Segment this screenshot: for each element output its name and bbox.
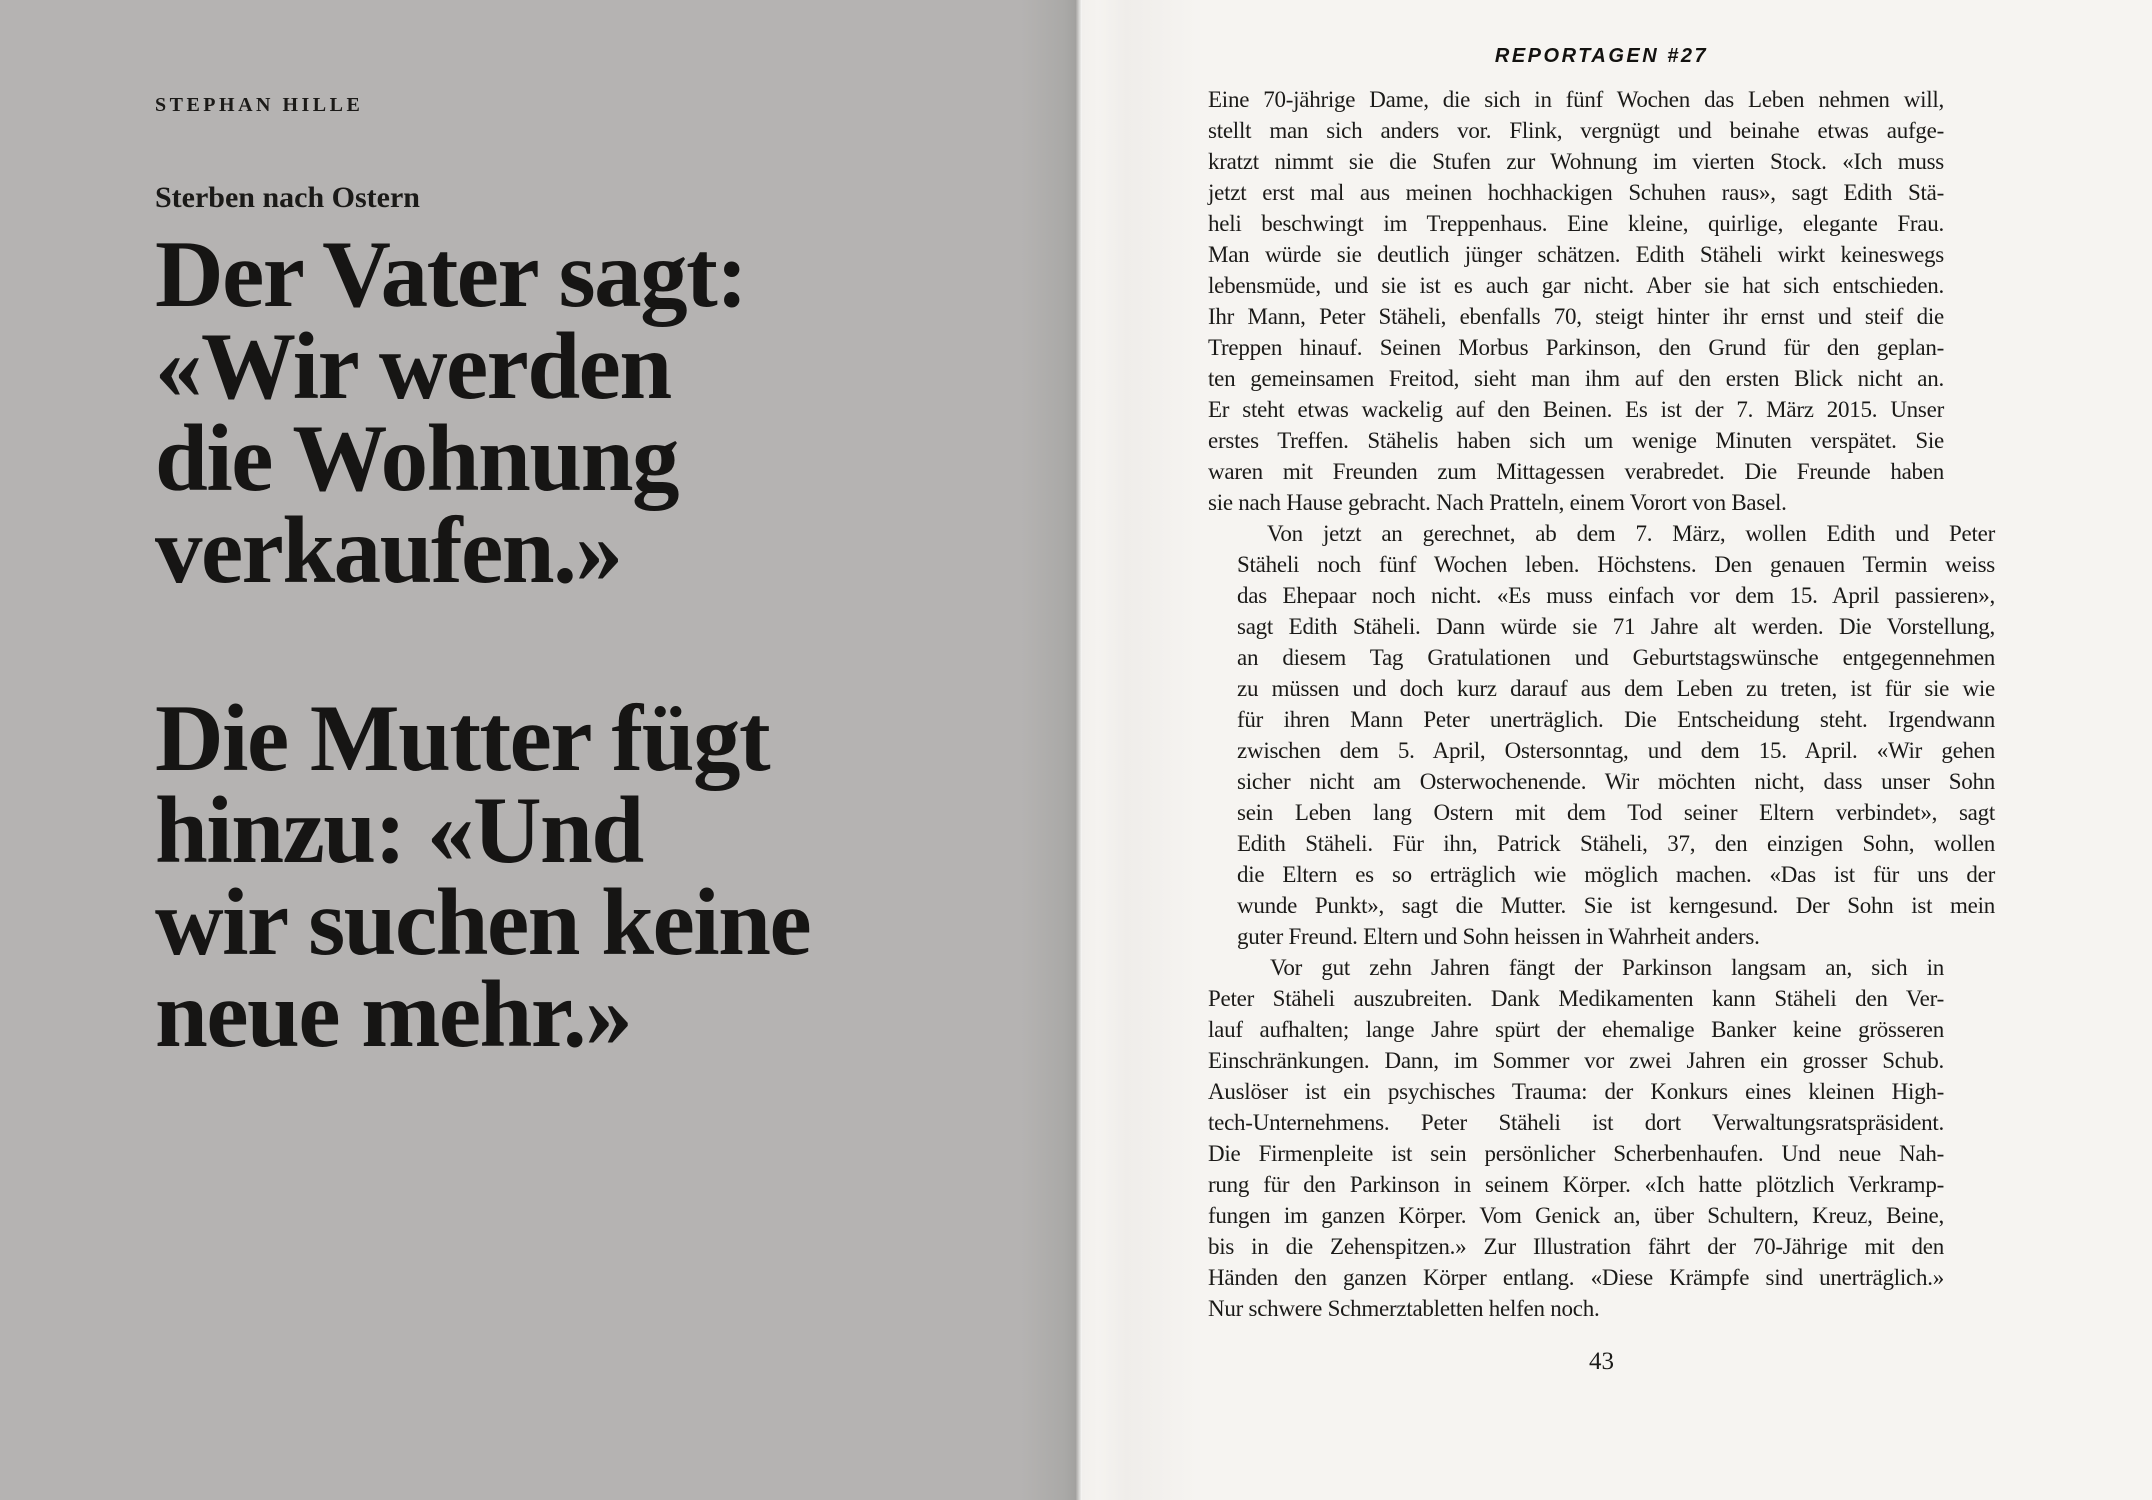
body-line: Händen den ganzen Körper entlang. «Diese Krämpfe sind unerträglich.» (1208, 1265, 1944, 1290)
body-line: sicher nicht am Osterwochenende. Wir möchten nicht, dass unser Sohn (1237, 769, 1995, 794)
body-line: Man würde sie deutlich jünger schätzen. Edith Stäheli wirkt keineswegs (1208, 242, 1944, 267)
body-line: zu müssen und doch kurz darauf aus dem Leben zu treten, ist für sie wie (1237, 676, 1995, 701)
body-line: Auslöser ist ein psychisches Trauma: der Konkurs eines kleinen High- (1208, 1079, 1944, 1104)
body-line: Ihr Mann, Peter Stäheli, ebenfalls 70, steigt hinter ihr ernst und steif die (1208, 304, 1944, 329)
body-line: jetzt erst mal aus meinen hochhackigen Schuhen raus», sagt Edith Stä- (1208, 180, 1944, 205)
body-line: für ihren Mann Peter unerträglich. Die Entscheidung steht. Irgendwann (1237, 707, 1995, 732)
body-line: ten gemeinsamen Freitod, sieht man ihm auf den ersten Blick nicht an. (1208, 366, 1944, 391)
headline-line: verkaufen.» (155, 497, 622, 603)
body-line: Edith Stäheli. Für ihn, Patrick Stäheli, 37, den einzigen Sohn, wollen (1237, 831, 1995, 856)
page-spine-divider (1075, 0, 1082, 1500)
body-line: erstes Treffen. Stähelis haben sich um wenige Minuten verspätet. Sie (1208, 428, 1944, 453)
right-page (1082, 0, 2152, 1500)
body-line: wunde Punkt», sagt die Mutter. Sie ist kerngesund. Der Sohn ist mein (1237, 893, 1995, 918)
headline-line: wir suchen keine (155, 869, 811, 975)
body-line: lauf aufhalten; lange Jahre spürt der ehemalige Banker keine grösseren (1208, 1017, 1944, 1042)
headline-line: «Wir werden (155, 313, 671, 419)
body-line: tech-Unternehmens. Peter Stäheli ist dort Verwaltungsratspräsident. (1208, 1110, 1944, 1135)
body-line: sie nach Hause gebracht. Nach Pratteln, einem Vorort von Basel. (1208, 490, 1787, 515)
body-line: Eine 70-jährige Dame, die sich in fünf Wochen das Leben nehmen will, (1208, 87, 1944, 112)
body-line: Nur schwere Schmerztabletten helfen noch. (1208, 1296, 1600, 1321)
body-line: rung für den Parkinson in seinem Körper. «Ich hatte plötzlich Verkramp- (1208, 1172, 1944, 1197)
body-line: Stäheli noch fünf Wochen leben. Höchstens. Den genauen Termin weiss (1237, 552, 1995, 577)
right-page-content (1082, 0, 2152, 1376)
article-body (1208, 84, 1995, 1324)
page-number: 43 (1589, 1348, 1614, 1375)
body-line: Er steht etwas wackelig auf den Beinen. Es ist der 7. März 2015. Unser (1208, 397, 1944, 422)
running-header: REPORTAGEN #27 (1494, 45, 1709, 67)
paragraph (1208, 84, 1944, 518)
body-line: Die Firmenpleite ist sein persönlicher Scherbenhaufen. Und neue Nah- (1208, 1141, 1944, 1166)
body-line: kratzt nimmt sie die Stufen zur Wohnung im vierten Stock. «Ich muss (1208, 149, 1944, 174)
author-byline: STEPHAN HILLE (155, 94, 364, 116)
headline-block (155, 685, 1075, 1067)
paragraph (1208, 952, 1944, 1324)
headline-line: hinzu: «Und (155, 777, 643, 883)
body-line: Peter Stäheli auszubreiten. Dank Medikamenten kann Stäheli den Ver- (1208, 986, 1944, 1011)
left-page-content (0, 0, 1075, 1067)
text-column (1208, 46, 1995, 1376)
body-line: Treppen hinauf. Seinen Morbus Parkinson, den Grund für den geplan- (1208, 335, 1944, 360)
body-line: zwischen dem 5. April, Ostersonntag, und dem 15. April. «Wir gehen (1237, 738, 1995, 763)
body-line: die Eltern es so erträglich wie möglich machen. «Das ist für uns der (1237, 862, 1995, 887)
body-line: sein Leben lang Ostern mit dem Tod seiner Eltern verbindet», sagt (1237, 800, 1995, 825)
body-line: waren mit Freunden zum Mittagessen verabredet. Die Freunde haben (1208, 459, 1944, 484)
body-line: bis in die Zehenspitzen.» Zur Illustration fährt der 70-Jährige mit den (1208, 1234, 1944, 1259)
body-line: sagt Edith Stäheli. Dann würde sie 71 Jahre alt werden. Die Vorstellung, (1237, 614, 1995, 639)
body-line: Von jetzt an gerechnet, ab dem 7. März, wollen Edith und Peter (1267, 521, 1995, 546)
headline-line: die Wohnung (155, 405, 679, 511)
headline-line: Die Mutter fügt (155, 685, 770, 791)
body-line: fungen im ganzen Körper. Vom Genick an, über Schultern, Kreuz, Beine, (1208, 1203, 1944, 1228)
body-line: guter Freund. Eltern und Sohn heissen in Wahrheit anders. (1237, 924, 1760, 949)
paragraph (1237, 518, 1995, 952)
headline-block (155, 221, 1075, 603)
headline-quotes (155, 221, 1075, 1067)
body-line: das Ehepaar noch nicht. «Es muss einfach vor dem 15. April passieren», (1237, 583, 1995, 608)
body-line: an diesem Tag Gratulationen und Geburtstagswünsche entgegennehmen (1237, 645, 1995, 670)
body-line: Vor gut zehn Jahren fängt der Parkinson langsam an, sich in (1270, 955, 1944, 980)
body-line: heli beschwingt im Treppenhaus. Eine kleine, quirlige, elegante Frau. (1208, 211, 1944, 236)
body-line: lebensmüde, und sie ist es auch gar nicht. Aber sie hat sich entschieden. (1208, 273, 1944, 298)
story-kicker: Sterben nach Ostern (155, 181, 420, 214)
left-page (0, 0, 1075, 1500)
body-line: Einschränkungen. Dann, im Sommer vor zwei Jahren ein grosser Schub. (1208, 1048, 1944, 1073)
body-line: stellt man sich anders vor. Flink, vergnügt und beinahe etwas aufge- (1208, 118, 1944, 143)
headline-line: neue mehr.» (155, 961, 632, 1067)
headline-line: Der Vater sagt: (155, 221, 747, 327)
